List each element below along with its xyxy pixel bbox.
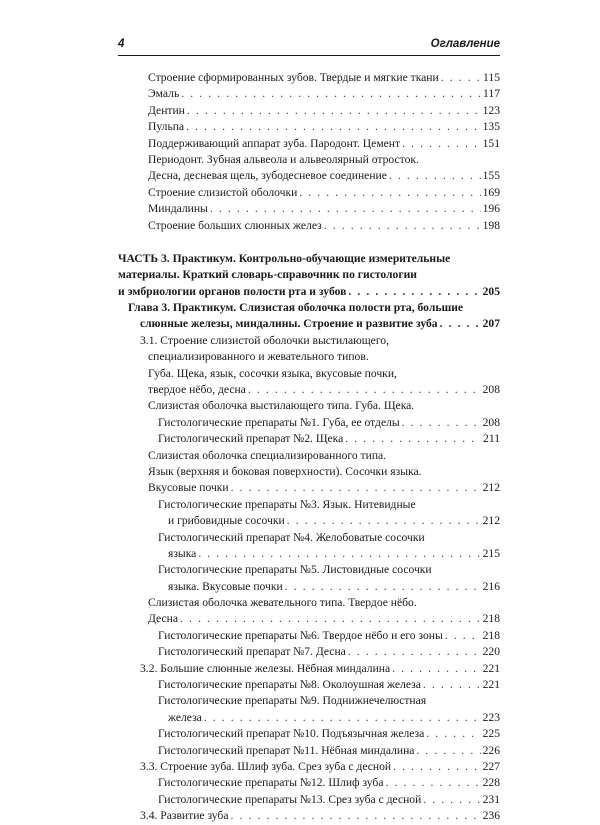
toc-entry-page: 205 (482, 284, 500, 298)
leader-dots (285, 579, 481, 595)
toc-entry-title: Слизистая оболочка выстилающего типа. Губа. Щека. (148, 399, 415, 413)
leader-dots (324, 218, 481, 234)
toc-entry[interactable] (118, 464, 500, 480)
toc-entry[interactable] (118, 168, 500, 184)
toc-entry[interactable] (118, 136, 500, 152)
toc-entry-page: 228 (482, 776, 500, 790)
toc-entry-title: Гистологический препарат №11. Нёбная миндалина (158, 743, 415, 757)
toc-entry[interactable] (118, 693, 500, 709)
toc-entry[interactable] (118, 333, 500, 349)
leader-dots (348, 284, 480, 300)
toc-entry[interactable] (118, 267, 500, 283)
toc-entry-title: железа (168, 710, 202, 724)
toc-entry-title: Дентин (148, 103, 185, 117)
toc-entry[interactable] (118, 251, 500, 267)
leader-dots (423, 677, 481, 693)
toc-entry-title: Гистологические препараты №8. Околоушная железа (158, 678, 421, 692)
toc-entry-page: 198 (482, 218, 500, 232)
toc-entry-title: Слизистая оболочка жевательного типа. Твердое нёбо. (148, 596, 417, 610)
toc-entry-title: Губа. Щека, язык, сосочки языка, вкусовые почки, (148, 366, 397, 380)
toc-entry-title: Гистологический препарат №2. Щека (158, 432, 344, 446)
leader-dots (426, 726, 480, 742)
running-header (118, 35, 500, 56)
toc-entry-title: слюнные железы, миндалины. Строение и развитие зуба (140, 317, 438, 331)
toc-entry[interactable] (118, 86, 500, 102)
toc-entry-page: 207 (482, 317, 500, 331)
toc-entry[interactable] (118, 677, 500, 693)
toc-entry-title: Гистологические препараты №1. Губа, ее отделы (158, 415, 400, 429)
toc-entry[interactable] (118, 415, 500, 431)
toc-entry[interactable] (118, 612, 500, 628)
toc-entry[interactable] (118, 562, 500, 578)
leader-dots (198, 546, 480, 562)
toc-entry[interactable] (118, 366, 500, 382)
toc-entry[interactable] (118, 316, 500, 332)
toc-entry-page: 208 (482, 383, 500, 397)
toc-entry[interactable] (118, 726, 500, 742)
toc-entry[interactable] (118, 218, 500, 234)
toc-entry-title: Гистологический препарат №4. Желобоватые сосочки (158, 530, 425, 544)
toc-entry-title: Строение сформированных зубов. Твердые и мягкие ткани (148, 70, 439, 84)
toc-entry-page: 115 (483, 70, 500, 84)
toc-entry-page: 123 (482, 103, 500, 117)
toc-entry[interactable] (118, 644, 500, 660)
toc-entry-title: Строение слизистой оболочки (148, 185, 298, 199)
toc-entry-title: Гистологический препарат №7. Десна (158, 645, 346, 659)
toc-entry[interactable] (118, 382, 500, 398)
toc-entry-title: и грибовидные сосочки (168, 514, 285, 528)
toc-entry-page: 231 (482, 792, 500, 806)
toc-entry-page: 221 (482, 661, 500, 675)
leader-dots (204, 710, 481, 726)
toc-entry-page: 212 (482, 481, 500, 495)
toc-entry[interactable] (118, 201, 500, 217)
toc-entry-title: Гистологические препараты №3. Язык. Нитевидные (158, 497, 416, 511)
toc-entry[interactable] (118, 152, 500, 168)
leader-dots (287, 513, 481, 529)
toc-entry-page: 225 (482, 727, 500, 741)
leader-dots (348, 644, 481, 660)
toc-entry-title: ЧАСТЬ 3. Практикум. Контрольно-обучающие измерительные (118, 251, 451, 265)
toc-entry-page: 151 (482, 136, 500, 150)
leader-dots (389, 168, 481, 184)
toc-entry-title: Гистологические препараты №12. Шлиф зуба (158, 776, 384, 790)
toc-entry-title: Гистологический препарат №10. Подъязычная железа (158, 727, 425, 741)
leader-dots (423, 792, 480, 808)
toc-entry[interactable] (118, 808, 500, 824)
toc-entry-title: твердое нёбо, десна (148, 383, 246, 397)
toc-entry-page: 223 (482, 710, 500, 724)
toc-entry-title: Миндалины (148, 202, 208, 216)
leader-dots (299, 185, 480, 201)
toc-entry-page: 135 (482, 120, 500, 134)
toc-entry[interactable] (118, 448, 500, 464)
leader-dots (345, 431, 481, 447)
toc-entry-title: Гистологические препараты №9. Поднижнечелюстная (158, 694, 427, 708)
toc-entry-page: 220 (482, 645, 500, 659)
toc-entry-page: 221 (482, 678, 500, 692)
toc-entry-title: и эмбриологии органов полости рта и зубов (118, 284, 347, 298)
toc-entry[interactable] (118, 661, 500, 677)
toc-entry-title: Десна, десневая щель, зубодесневое соединение (148, 169, 387, 183)
toc-entry-page: 212 (482, 514, 500, 528)
toc-entry-page: 196 (482, 202, 500, 216)
leader-dots (445, 628, 481, 644)
toc-entry[interactable] (118, 497, 500, 513)
toc-entry[interactable] (118, 530, 500, 546)
toc-entry-title: материалы. Краткий словарь-справочник по гистологии (118, 268, 417, 282)
toc-entry[interactable] (118, 743, 500, 759)
toc-entry[interactable] (118, 480, 500, 496)
toc-entry-page: 208 (482, 415, 500, 429)
leader-dots (393, 759, 481, 775)
table-of-contents (118, 70, 500, 825)
toc-entry-title: Пульпа (148, 120, 185, 134)
toc-entry-page: 226 (482, 743, 500, 757)
toc-entry-page: 211 (483, 432, 500, 446)
toc-entry[interactable] (118, 431, 500, 447)
toc-entry-page: 169 (482, 185, 500, 199)
page-number: 4 (118, 38, 125, 50)
running-title: Оглавление (430, 38, 500, 50)
toc-entry[interactable] (118, 119, 500, 135)
toc-entry[interactable] (118, 185, 500, 201)
toc-entry-title: 3.2. Большие слюнные железы. Нёбная миндалина (140, 661, 391, 675)
toc-entry[interactable] (118, 775, 500, 791)
toc-entry-title: 3.3. Строение зуба. Шлиф зуба. Срез зуба с десной (140, 760, 392, 773)
leader-dots (187, 103, 481, 119)
toc-entry-title: Гистологические препараты №6. Твердое нёбо и его зоны (158, 628, 443, 642)
toc-entry-title: Гистологические препараты №13. Срез зуба с десной (158, 792, 422, 806)
leader-dots (392, 661, 480, 677)
toc-entry-page: 216 (482, 579, 500, 593)
toc-entry-page: 218 (482, 612, 500, 626)
toc-entry-title: Гистологические препараты №5. Листовидные сосочки (158, 563, 432, 577)
toc-entry[interactable] (118, 595, 500, 611)
toc-entry-title: 3.1. Строение слизистой оболочки выстилающего, (140, 333, 389, 347)
toc-entry-page: 227 (482, 760, 500, 773)
toc-entry-title: Язык (верхняя и боковая поверхности). Сосочки языка. (148, 464, 422, 478)
toc-entry[interactable] (118, 792, 500, 808)
leader-dots (230, 808, 480, 824)
toc-entry-title: Поддерживающий аппарат зуба. Пародонт. Цемент (148, 136, 401, 150)
leader-dots (248, 382, 481, 398)
toc-entry-title: Периодонт. Зубная альвеола и альвеолярный отросток. (148, 152, 419, 166)
leader-dots (181, 86, 481, 102)
leader-dots (416, 743, 480, 759)
leader-dots (402, 415, 481, 431)
toc-entry[interactable] (118, 300, 500, 316)
toc-entry[interactable] (118, 284, 500, 300)
leader-dots (440, 316, 481, 332)
toc-entry-page: 117 (483, 87, 500, 101)
toc-entry-page: 218 (482, 628, 500, 642)
section-gap (118, 234, 500, 251)
toc-entry[interactable] (118, 710, 500, 726)
toc-entry[interactable] (118, 398, 500, 414)
toc-entry-title: Строение больших слюнных желез (148, 218, 322, 232)
toc-entry[interactable] (118, 579, 500, 595)
toc-entry[interactable] (118, 513, 500, 529)
toc-entry-title: Вкусовые почки (148, 481, 229, 495)
leader-dots (441, 70, 481, 86)
leader-dots (231, 480, 481, 496)
leader-dots (180, 611, 481, 627)
toc-entry[interactable] (118, 628, 500, 644)
toc-entry[interactable] (118, 70, 500, 86)
toc-entry-title: Слизистая оболочка специализированного типа. (148, 448, 387, 462)
toc-entry-title: Эмаль (148, 87, 180, 101)
toc-entry[interactable] (118, 546, 500, 562)
leader-dots (186, 119, 481, 135)
toc-entry-title: Десна (148, 612, 178, 626)
toc-entry-title: Глава 3. Практикум. Слизистая оболочка полости рта, большие (128, 301, 464, 315)
toc-entry-title: специализированного и жевательного типов. (148, 350, 369, 364)
toc-entry-title: языка. Вкусовые почки (168, 579, 283, 593)
toc-entry-title: языка (168, 546, 197, 560)
leader-dots (402, 136, 481, 152)
toc-entry-title: 3.4. Развитие зуба (140, 809, 229, 823)
leader-dots (385, 775, 480, 791)
toc-entry-page: 215 (482, 546, 500, 560)
leader-dots (210, 201, 481, 217)
toc-entry-page: 236 (482, 809, 500, 823)
toc-entry-page: 155 (482, 169, 500, 183)
toc-entry[interactable] (118, 759, 500, 775)
toc-entry[interactable] (118, 349, 500, 365)
toc-entry[interactable] (118, 103, 500, 119)
